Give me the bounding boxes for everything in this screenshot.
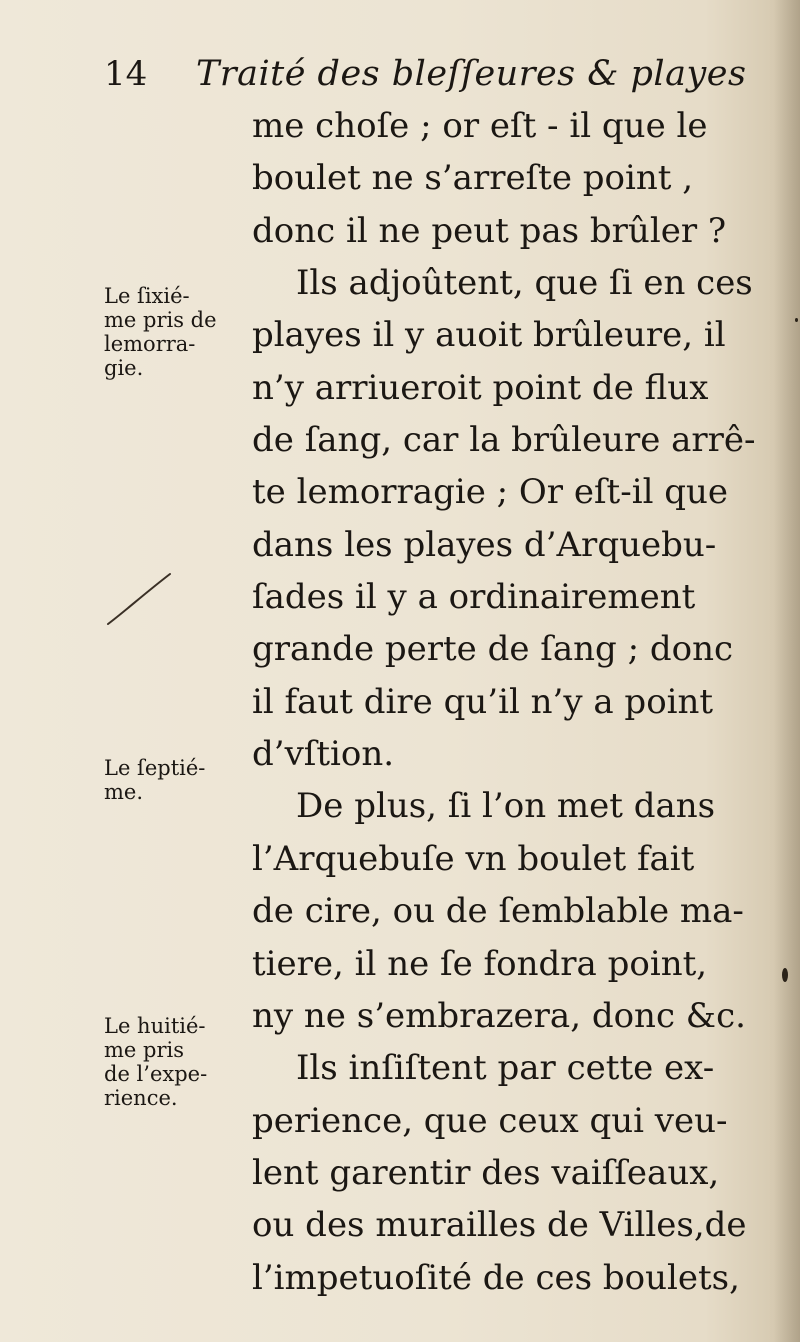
text-line: l’Arquebuſe vn boulet fait: [252, 838, 695, 879]
pen-stroke-mark: [104, 570, 174, 630]
text-line: De plus, ſi l’on met dans: [296, 786, 716, 827]
margin-note-line: me pris de: [104, 308, 217, 332]
margin-note-line: rience.: [104, 1086, 178, 1110]
text-line: perience, que ceux qui veu-: [252, 1100, 728, 1141]
margin-note-eighth: [104, 1014, 256, 1110]
text-line: n’y arriueroit point de flux: [252, 367, 709, 408]
text-line: donc il ne peut pas brûler ?: [252, 210, 727, 251]
margin-note-sixth: [104, 284, 256, 380]
gutter-shadow: [774, 0, 800, 1342]
text-line: te lemorragie ; Or eſt-il que: [252, 472, 729, 513]
margin-note-line: me.: [104, 780, 144, 804]
text-line: boulet ne s’arreſte point ,: [252, 158, 694, 199]
text-line: Ils inſiſtent par cette ex-: [296, 1048, 715, 1089]
margin-note-seventh: [104, 756, 256, 804]
page-header: [100, 48, 760, 108]
text-line: dans les playes d’Arquebu-: [252, 524, 717, 565]
text-line: ny ne s’embrazera, donc &c.: [252, 995, 746, 1036]
main-text-block: [252, 100, 772, 1304]
margin-note-line: Le huitié-: [104, 1014, 206, 1038]
text-line: tiere, il ne ſe fondra point,: [252, 943, 708, 984]
margin-note-line: lemorra-: [104, 332, 196, 356]
running-title: Traité des bleſſeures & playes: [196, 54, 747, 94]
margin-note-line: Le ſixié-: [104, 284, 190, 308]
text-line: Ils adjoûtent, que ſi en ces: [296, 263, 753, 304]
ink-speck: [795, 318, 798, 322]
text-line: ſades il y a ordinairement: [252, 577, 696, 618]
text-line: d’vſtion.: [252, 734, 395, 775]
margin-note-line: Le ſeptié-: [104, 756, 206, 780]
page-number: 14: [104, 54, 148, 94]
text-line: grande perte de ſang ; donc: [252, 629, 734, 670]
ink-speck: [782, 968, 788, 982]
text-line: il faut dire qu’il n’y a point: [252, 681, 714, 722]
text-line: ou des murailles de Villes,de: [252, 1205, 747, 1246]
text-line: me choſe ; or eſt - il que le: [252, 106, 708, 146]
text-line: de ſang, car la brûleure arrê-: [252, 420, 756, 461]
text-line: l’impetuoſité de ces boulets,: [252, 1257, 740, 1298]
text-line: de cire, ou de ſemblable ma-: [252, 891, 744, 932]
margin-note-line: me pris: [104, 1038, 184, 1062]
text-line: lent garentir des vaiſſeaux,: [252, 1152, 720, 1193]
margin-note-line: gie.: [104, 356, 144, 380]
text-line: playes il y auoit brûleure, il: [252, 315, 726, 356]
margin-note-line: de l’expe-: [104, 1062, 208, 1086]
